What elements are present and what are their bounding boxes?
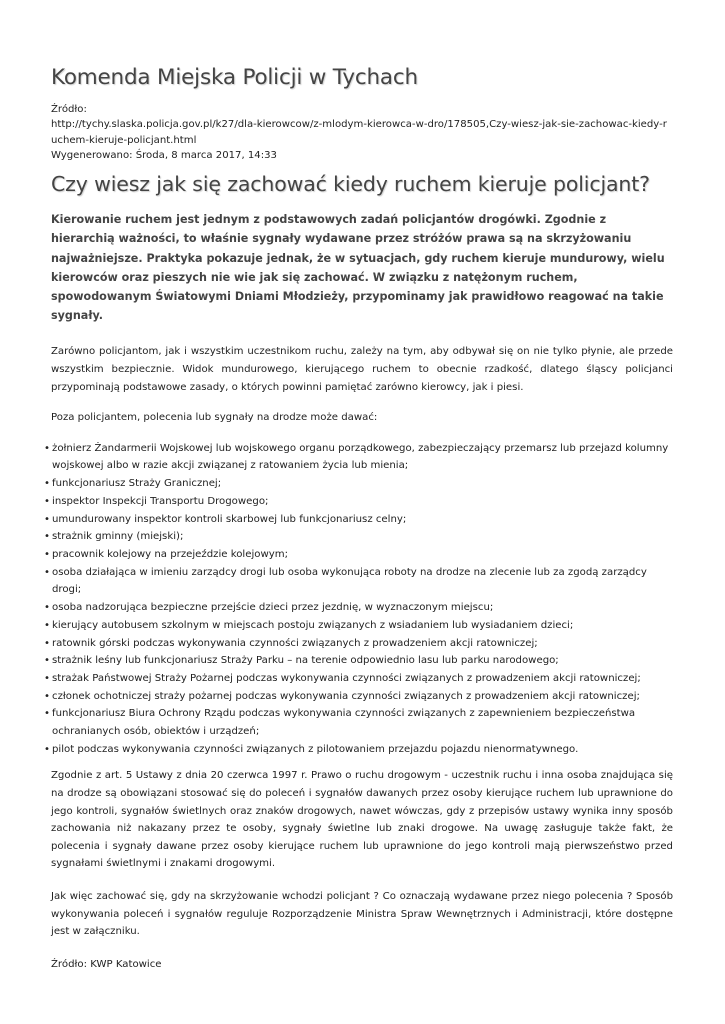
list-item: [44, 493, 673, 511]
article-source: Źródło: KWP Katowice: [51, 958, 162, 970]
bullet-icon: •: [44, 602, 50, 614]
list-item-text: umundurowany inspektor kontroli skarbowej lub funkcjonariusz celny;: [52, 513, 407, 525]
bullet-icon: •: [44, 566, 50, 578]
article-title: Czy wiesz jak się zachować kiedy ruchem kieruje policjant?: [51, 172, 650, 197]
bullet-icon: •: [44, 549, 50, 560]
authority-list: [44, 440, 673, 759]
list-item-text: pracownik kolejowy na przejeździe kolejowym;: [52, 549, 289, 560]
list-item-text: funkcjonariusz Straży Granicznej;: [52, 478, 222, 490]
list-item-text: osoba nadzorująca bezpieczne przejście dzieci przez jezdnię, w wyznaczonym miejscu;: [52, 602, 494, 614]
bullet-icon: •: [44, 495, 50, 507]
generated-date: Wygenerowano: Środa, 8 marca 2017, 14:33: [51, 149, 277, 161]
bullet-icon: •: [44, 637, 50, 649]
list-item: [44, 670, 673, 688]
bullet-icon: •: [44, 708, 50, 720]
list-item: [44, 705, 673, 740]
article-lead: Kierowanie ruchem jest jednym z podstawowych zadań policjantów drogówki. Zgodnie z hierarchią ważności, to właśnie sygnały wydawane przez stróżów prawa są na skrzyżowaniu najważniejsze. Praktyka pokazuje jednak, że w sytuacjach, gdy ruchem kieruje mundurowy, wielu kierowców oraz pieszych nie wie jak się zachować. W związku z natężonym ruchem, spowodowanym Światowymi Dniami Młodzieży, przypominamy jak prawidłowo reagować na takie sygnały.: [51, 213, 665, 323]
list-item: [44, 635, 673, 653]
list-item-text: pilot podczas wykonywania czynności związanych z pilotowaniem przejazdu pojazdu nienormatywnego.: [52, 743, 579, 755]
list-item: [44, 741, 673, 759]
bullet-icon: •: [44, 672, 50, 684]
bullet-icon: •: [44, 655, 50, 667]
article-paragraph-4: Jak więc zachować się, gdy na skrzyżowanie wchodzi policjant ? Co oznaczają wydawane przez niego polecenia ? Sposób wykonywania poleceń i sygnałów reguluje Rozporządzenie Ministra Spraw Wewnętrznych i Administracji, które dostępne jest w załączniku.: [51, 891, 673, 938]
site-title: Komenda Miejska Policji w Tychach: [51, 65, 418, 90]
list-item: [44, 440, 673, 475]
bullet-icon: •: [44, 513, 50, 525]
list-item-text: strażak Państwowej Straży Pożarnej podczas wykonywania czynności związanych z prowadzeniem akcji ratowniczej;: [52, 672, 641, 684]
bullet-icon: •: [44, 531, 50, 543]
list-item-text: inspektor Inspekcji Transportu Drogowego;: [52, 495, 269, 507]
list-item-text: kierujący autobusem szkolnym w miejscach postoju związanych z wsiadaniem lub wysiadaniem dzieci;: [52, 619, 574, 631]
list-item-text: funkcjonariusz Biura Ochrony Rządu podczas wykonywania czynności związanych z zapewnieniem bezpieczeństwa ochranianych osób, obiektów i urządzeń;: [52, 708, 636, 738]
document-page: [44, 58, 673, 973]
article-paragraph-3: Zgodnie z art. 5 Ustawy z dnia 20 czerwca 1997 r. Prawo o ruchu drogowym - uczestnik ruchu i inna osoba znajdująca się na drodze są obowiązani stosować się do poleceń i sygnałów dawanych przez osoby kierujące ruchem lub uprawnione do jego kontroli, sygnałów świetlnych oraz znaków drogowych, nawet wówczas, gdy z przepisów ustawy wynika inny sposób zachowania niż nakazany przez te osoby, sygnały świetlne lub znaki drogowe. Na uwagę zasługuje także fakt, że polecenia i sygnały dawane przez osoby kierujące ruchem lub uprawnione do jego kontroli mają pierwszeństwo przed sygnałami świetlnymi i znakami drogowymi.: [51, 770, 673, 870]
bullet-icon: •: [44, 743, 50, 755]
list-item: [44, 475, 673, 493]
list-item: [44, 652, 673, 670]
source-label: Źródło:: [51, 104, 87, 115]
source-url[interactable]: http://tychy.slaska.policja.gov.pl/k27/dla-kierowcow/z-mlodym-kierowca-w-dro/178505,Czy-wiesz-jak-sie-zachowac-kiedy-ruchem-kieruje-policjant.html: [51, 119, 667, 146]
list-item: [44, 511, 673, 529]
list-item-text: członek ochotniczej straży pożarnej podczas wykonywania czynności związanych z prowadzeniem akcji ratowniczej;: [52, 690, 640, 702]
list-item: [44, 564, 673, 599]
article-paragraph-1: Zarówno policjantom, jak i wszystkim uczestnikom ruchu, zależy na tym, aby odbywał się on nie tylko płynie, ale przede wszystkim bezpiecznie. Widok mundurowego, kierującego ruchem to obecnie rzadkość, dlatego śląscy policjanci przypominają podstawowe zasady, o których powinni pamiętać zarówno kierowcy, jak i piesi.: [51, 346, 673, 393]
list-item-text: strażnik leśny lub funkcjonariusz Straży Parku – na terenie odpowiednio lasu lub parku narodowego;: [52, 655, 559, 667]
list-item-text: strażnik gminny (miejski);: [52, 531, 184, 543]
list-item-text: żołnierz Żandarmerii Wojskowej lub wojskowego organu porządkowego, zabezpieczający przemarsz lub przejazd kolumny wojskowej albo w razie akcji związanej z ratowaniem życia lub mienia;: [52, 442, 669, 472]
list-item: [44, 599, 673, 617]
list-item-text: osoba działająca w imieniu zarządcy drogi lub osoba wykonująca roboty na drodze na zlecenie lub za zgodą zarządcy drogi;: [52, 566, 647, 596]
bullet-icon: •: [44, 619, 50, 631]
list-item: [44, 617, 673, 635]
bullet-icon: •: [44, 442, 50, 454]
bullet-icon: •: [44, 478, 50, 490]
list-item: [44, 688, 673, 706]
document-meta: [51, 102, 673, 163]
article-paragraph-2: Poza policjantem, polecenia lub sygnały na drodze może dawać:: [51, 412, 378, 424]
bullet-icon: •: [44, 690, 50, 702]
list-item-text: ratownik górski podczas wykonywania czynności związanych z prowadzeniem akcji ratowniczej;: [52, 637, 538, 649]
list-item: [44, 546, 673, 564]
list-item: [44, 528, 673, 546]
